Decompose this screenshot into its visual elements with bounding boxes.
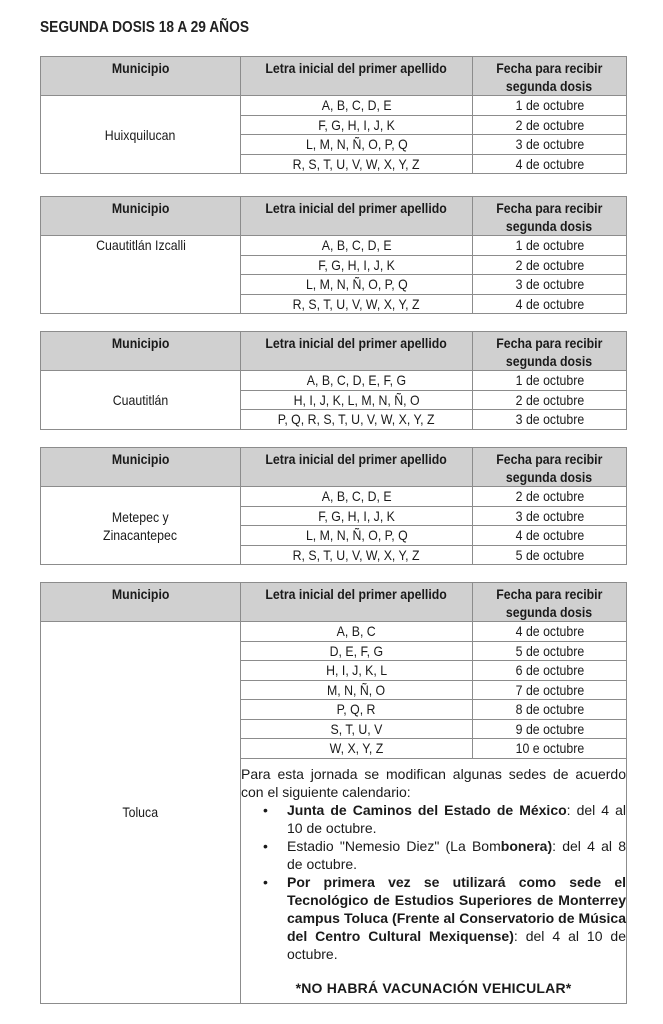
- letras-cell: R, S, T, U, V, W, X, Y, Z: [241, 154, 473, 174]
- letras-cell: L, M, N, Ñ, O, P, Q: [241, 526, 473, 546]
- table-header-row: [41, 583, 627, 622]
- venue-note: [241, 758, 627, 1003]
- table-header-row: [41, 57, 627, 96]
- venue-dates: : del 4 al 10 de octubre.: [287, 801, 626, 836]
- fecha-cell: 8 de octubre: [473, 700, 627, 720]
- fecha-cell: 4 de octubre: [473, 154, 627, 174]
- letras-cell: A, B, C, D, E: [241, 487, 473, 507]
- venue-dates: : del 4 al 10 de octubre.: [287, 927, 626, 962]
- letras-cell: R, S, T, U, V, W, X, Y, Z: [241, 545, 473, 565]
- header-fecha: Fecha para recibir segunda dosis: [473, 57, 627, 96]
- fecha-cell: 4 de octubre: [473, 526, 627, 546]
- letras-cell: S, T, U, V: [241, 719, 473, 739]
- fecha-cell: 2 de octubre: [473, 487, 627, 507]
- fecha-cell: 2 de octubre: [473, 255, 627, 275]
- letras-cell: F, G, H, I, J, K: [241, 115, 473, 135]
- table-row: [41, 622, 627, 642]
- fecha-cell: 4 de octubre: [473, 622, 627, 642]
- table-row: [41, 487, 627, 507]
- fecha-cell: 3 de octubre: [473, 135, 627, 155]
- fecha-cell: 7 de octubre: [473, 680, 627, 700]
- fecha-cell: 6 de octubre: [473, 661, 627, 681]
- header-fecha: Fecha para recibir segunda dosis: [473, 583, 627, 622]
- page-title: SEGUNDA DOSIS 18 A 29 AÑOS: [40, 19, 250, 36]
- header-municipio: Municipio: [41, 448, 241, 487]
- fecha-cell: 5 de octubre: [473, 641, 627, 661]
- table-header-row: [41, 197, 627, 236]
- letras-cell: L, M, N, Ñ, O, P, Q: [241, 135, 473, 155]
- fecha-cell: 1 de octubre: [473, 96, 627, 116]
- letras-cell: H, I, J, K, L: [241, 661, 473, 681]
- municipio-cell: Cuautitlán Izcalli: [41, 236, 241, 314]
- letras-cell: A, B, C, D, E: [241, 236, 473, 256]
- schedule-table-cuautitlan: [40, 331, 627, 430]
- table-row: [41, 96, 627, 116]
- fecha-cell: 5 de octubre: [473, 545, 627, 565]
- bullet-icon: •: [263, 801, 268, 818]
- venue-item: [263, 801, 626, 837]
- no-vehicular-notice: *NO HABRÁ VACUNACIÓN VEHICULAR*: [295, 979, 572, 996]
- municipio-cell: Huixquilucan: [41, 96, 241, 174]
- header-municipio: Municipio: [41, 332, 241, 371]
- letras-cell: R, S, T, U, V, W, X, Y, Z: [241, 294, 473, 314]
- letras-cell: H, I, J, K, L, M, N, Ñ, O: [241, 390, 473, 410]
- venue-name: Estadio "Nemesio Diez" (La Bom: [287, 837, 501, 854]
- letras-cell: M, N, Ñ, O: [241, 680, 473, 700]
- municipio-cell: Toluca: [41, 622, 241, 1004]
- venue-list: [241, 801, 626, 963]
- venue-dates: : del 4 al 8 de octubre.: [287, 837, 626, 872]
- schedule-table-toluca: [40, 582, 627, 1004]
- table-header-row: [41, 332, 627, 371]
- municipio-cell: Metepec y Zinacantepec: [41, 487, 241, 565]
- table-row: [41, 371, 627, 391]
- header-letra: Letra inicial del primer apellido: [241, 197, 473, 236]
- schedule-table-cuautitlan-izcalli: [40, 196, 627, 314]
- letras-cell: L, M, N, Ñ, O, P, Q: [241, 275, 473, 295]
- header-letra: Letra inicial del primer apellido: [241, 583, 473, 622]
- header-letra: Letra inicial del primer apellido: [241, 57, 473, 96]
- schedule-table-huixquilucan: [40, 56, 627, 174]
- fecha-cell: 9 de octubre: [473, 719, 627, 739]
- venue-name-bold: bonera): [500, 837, 553, 854]
- header-fecha: Fecha para recibir segunda dosis: [473, 197, 627, 236]
- letras-cell: F, G, H, I, J, K: [241, 255, 473, 275]
- header-fecha: Fecha para recibir segunda dosis: [473, 332, 627, 371]
- header-municipio: Municipio: [41, 57, 241, 96]
- table-row: [41, 236, 627, 256]
- venue-name: Por primera vez se utilizará como sede el Tecnológico de Estudios Superiores de Monterrey campus Toluca (Frente al Conservatorio de Música del Centro Cultural Mexiquense): [287, 873, 626, 944]
- fecha-cell: 1 de octubre: [473, 236, 627, 256]
- venue-name: Junta de Caminos del Estado de México: [287, 801, 567, 818]
- note-intro: Para esta jornada se modifican algunas sedes de acuerdo con el siguiente calendario:: [241, 765, 626, 800]
- letras-cell: A, B, C, D, E, F, G: [241, 371, 473, 391]
- header-letra: Letra inicial del primer apellido: [241, 448, 473, 487]
- fecha-cell: 3 de octubre: [473, 275, 627, 295]
- venue-item: [263, 873, 626, 963]
- header-municipio: Municipio: [41, 583, 241, 622]
- venue-item: [263, 837, 626, 873]
- letras-cell: P, Q, R, S, T, U, V, W, X, Y, Z: [241, 410, 473, 430]
- fecha-cell: 2 de octubre: [473, 115, 627, 135]
- header-municipio: Municipio: [41, 197, 241, 236]
- letras-cell: A, B, C: [241, 622, 473, 642]
- schedule-table-metepec-zinacantepec: [40, 447, 627, 565]
- fecha-cell: 3 de octubre: [473, 410, 627, 430]
- letras-cell: W, X, Y, Z: [241, 739, 473, 759]
- letras-cell: D, E, F, G: [241, 641, 473, 661]
- table-header-row: [41, 448, 627, 487]
- bullet-icon: •: [263, 873, 268, 890]
- letras-cell: A, B, C, D, E: [241, 96, 473, 116]
- fecha-cell: 1 de octubre: [473, 371, 627, 391]
- fecha-cell: 3 de octubre: [473, 506, 627, 526]
- header-fecha: Fecha para recibir segunda dosis: [473, 448, 627, 487]
- letras-cell: P, Q, R: [241, 700, 473, 720]
- municipio-cell: Cuautitlán: [41, 371, 241, 430]
- header-letra: Letra inicial del primer apellido: [241, 332, 473, 371]
- fecha-cell: 2 de octubre: [473, 390, 627, 410]
- fecha-cell: 4 de octubre: [473, 294, 627, 314]
- fecha-cell: 10 e octubre: [473, 739, 627, 759]
- letras-cell: F, G, H, I, J, K: [241, 506, 473, 526]
- bullet-icon: •: [263, 837, 268, 854]
